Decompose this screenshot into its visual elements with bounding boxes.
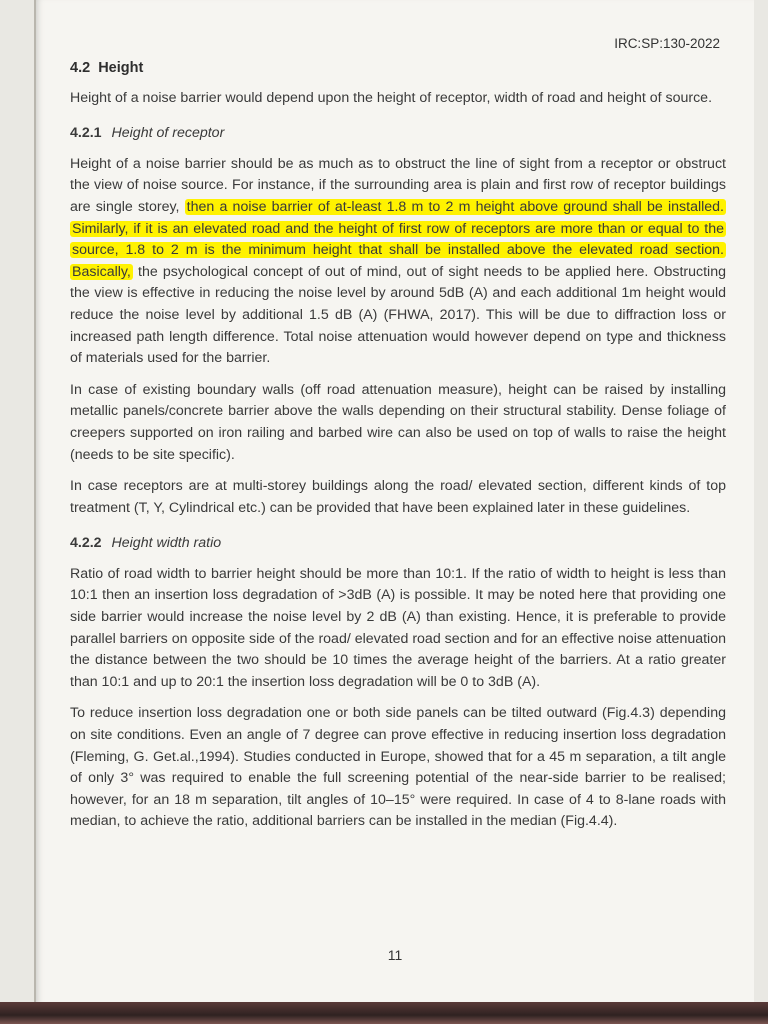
section-number: 4.2 <box>70 60 91 76</box>
receptor-paragraph-3: In case receptors are at multi-storey buildings along the road/ elevated section, different kinds of top treatment (T, Y, Cylindrical etc.) can be provided that have been explained later in these guidelines. <box>70 478 726 516</box>
subsection-title: Height width ratio <box>111 535 222 552</box>
paragraph-text: Height of a noise barrier should be as much as to obstruct the line of sight from a receptor or obstruct the view of noise source. For instance, if the surrounding area is plain and first row of receptor buildings are single storey, <box>70 155 726 215</box>
scan-edge-shadow <box>0 1002 768 1024</box>
section-heading-4-2 <box>70 58 726 80</box>
subsection-number: 4.2.1 <box>70 125 102 142</box>
ratio-paragraph-2: To reduce insertion loss degradation one or both side panels can be tilted outward (Fig.4.3) depending on site conditions. Even an angle of 7 degree can prove effective in reducing insertion loss degradation (Fleming, G. Get.al.,1994). Studies conducted in Europe, showed that for a 45 m separation, a tilt angle of only 3° was required to enable the full screening potential of the near-side barrier to be realised; however, for an 18 m separation, tilt angles of 10–15° were required. In case of 4 to 8-lane roads with median, to achieve the ratio, additional barriers can be installed in the median (Fig.4.4). <box>70 705 726 830</box>
subsection-title: Height of receptor <box>111 125 225 142</box>
subsection-heading-4-2-2 <box>70 533 726 555</box>
document-page <box>34 0 754 1004</box>
receptor-paragraph-1 <box>70 154 726 370</box>
subsection-heading-4-2-1 <box>70 123 726 145</box>
section-title: Height <box>98 60 144 76</box>
page-number: 11 <box>387 947 403 963</box>
ratio-paragraph-1: Ratio of road width to barrier height should be more than 10:1. If the ratio of width to height is less than 10:1 then an insertion loss degradation of >3dB (A) is possible. It may be noted here that providing one side barrier would increase the noise level by 2 dB (A) than existing. Hence, it is preferable to provide parallel barriers on opposite side of the road/ elevated road section and for an effective noise attenuation the distance between the two should be 10 times the average height of the barriers. At a ratio greater than 10:1 and up to 20:1 the insertion loss degradation will be 0 to 3dB (A). <box>70 565 726 690</box>
receptor-paragraph-2: In case of existing boundary walls (off road attenuation measure), height can be raised by installing metallic panels/concrete barrier above the walls depending on their structural stability. Dense foliage of creepers supported on iron railing and barbed wire can also be used on top of walls to raise the height (needs to be site specific). <box>70 381 726 463</box>
highlighted-text: then a noise barrier of at-least 1.8 m to 2 m height above ground shall be installed. Similarly, if it is an elevated road and the height of first row of receptors are more than or equal to the source, 1.8 to 2 m is the minimum height that shall be installed above the elevated road section. Basically, <box>72 198 724 280</box>
page-content <box>70 58 726 843</box>
subsection-number: 4.2.2 <box>70 535 102 552</box>
section-intro-paragraph: Height of a noise barrier would depend upon the height of receptor, width of road and height of source. <box>70 89 713 106</box>
document-code: IRC:SP:130-2022 <box>614 36 720 51</box>
paragraph-text: the psychological concept of out of mind, out of sight needs to be applied here. Obstructing the view is effective in reducing the noise level by around 5dB (A) and each additional 1m height would reduce the noise level by additional 1.5 dB (A) (FHWA, 2017). This will be due to diffraction loss or increased path length difference. Total noise attenuation would however depend on type and thickness of materials used for the barrier. <box>70 263 726 367</box>
